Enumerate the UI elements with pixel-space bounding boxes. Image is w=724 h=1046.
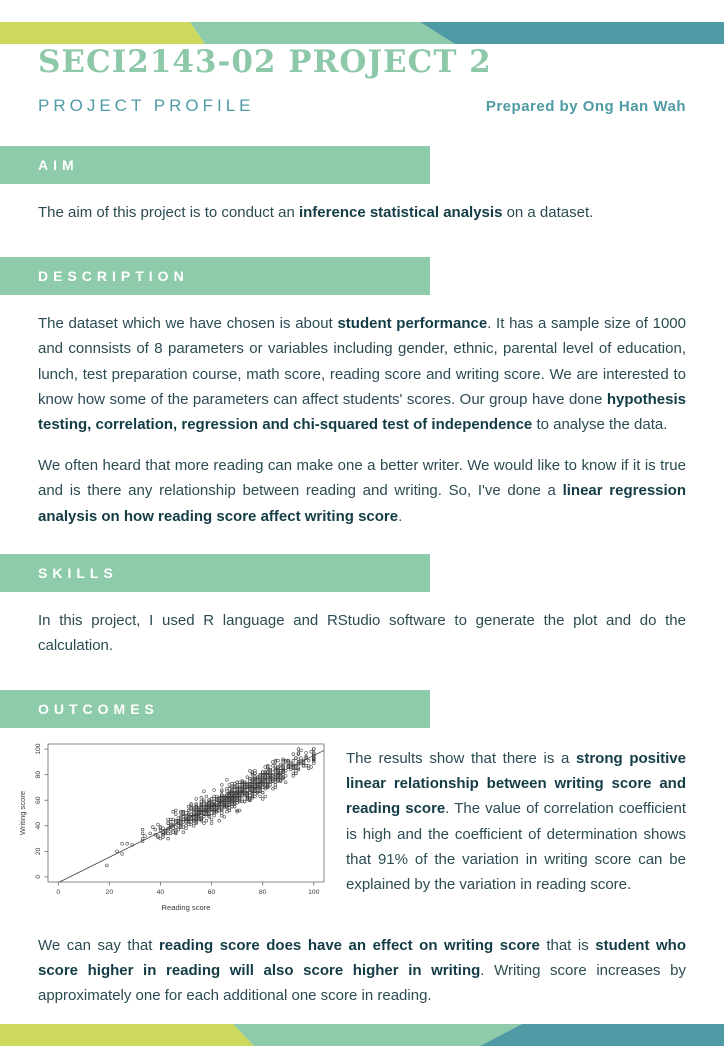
outcomes-closing-paragraph: We can say that reading score does have an effect on writing score that is student who score higher in reading will also score higher in writing. Writing score increases by approximately one for each additional one score in reading. bbox=[38, 937, 686, 1005]
svg-text:0: 0 bbox=[56, 889, 61, 897]
outcomes-paragraph: The results show that there is a strong positive linear relationship between writing score and reading score. The value of correlation coefficient is high and the coefficient of determination shows that 91% of the variation in writing score can be explained by the variation in reading score. bbox=[346, 750, 687, 893]
svg-text:100: 100 bbox=[308, 889, 320, 897]
project-profile-page bbox=[0, 22, 724, 1046]
aim-section-banner bbox=[0, 146, 430, 184]
svg-text:60: 60 bbox=[35, 796, 42, 805]
page-subtitle: PROJECT PROFILE bbox=[38, 96, 255, 115]
page-title: SECI2143-02 PROJECT 2 bbox=[38, 44, 492, 80]
svg-text:60: 60 bbox=[207, 889, 216, 897]
skills-heading: SKILLS bbox=[38, 564, 118, 581]
svg-text:80: 80 bbox=[35, 770, 42, 779]
svg-text:80: 80 bbox=[258, 889, 267, 897]
aim-content bbox=[0, 200, 724, 225]
svg-text:Reading score: Reading score bbox=[161, 903, 211, 913]
outcomes-heading: OUTCOMES bbox=[38, 701, 159, 718]
top-decoration-strip bbox=[0, 22, 724, 44]
svg-text:20: 20 bbox=[105, 889, 114, 897]
svg-text:Writing score: Writing score bbox=[18, 790, 27, 836]
scatter-plot bbox=[12, 736, 334, 927]
svg-text:0: 0 bbox=[35, 875, 42, 879]
scatter-plot-svg bbox=[12, 736, 334, 922]
prepared-by-credit: Prepared by Ong Han Wah bbox=[485, 98, 686, 115]
outcomes-closing-content bbox=[0, 933, 724, 1009]
top-strip-lime-shape bbox=[0, 22, 210, 44]
description-paragraph-1: The dataset which we have chosen is about student performance. It has a sample size of 1000 and connsists of 8 parameters or variables including gender, ethnic, parental level of education, lunch, test preparation course, math score, reading score and writing score. We are interested to know how some of the parameters can affect students' scores. Our group have done hypothesis testing, correlation, regression and chi-squared test of independence to analyse the data. bbox=[38, 315, 686, 433]
skills-paragraph: In this project, I used R language and RStudio software to generate the plot and do the calculation. bbox=[38, 611, 686, 654]
outcomes-section-banner bbox=[0, 690, 430, 728]
description-heading: DESCRIPTION bbox=[38, 268, 189, 285]
svg-text:100: 100 bbox=[35, 743, 42, 755]
svg-text:40: 40 bbox=[156, 889, 165, 897]
outcomes-row bbox=[0, 736, 724, 927]
aim-paragraph: The aim of this project is to conduct an inference statistical analysis on a dataset. bbox=[38, 204, 594, 221]
svg-text:40: 40 bbox=[35, 822, 42, 830]
aim-heading: AIM bbox=[38, 157, 79, 173]
subtitle-row bbox=[38, 96, 686, 116]
bottom-strip-lime-shape bbox=[0, 1024, 260, 1046]
description-paragraph-2: We often heard that more reading can make one a better writer. We would like to know if it is true and is there any relationship between reading and writing. So, I've done a linear regression analysis on how reading score affect writing score. bbox=[38, 457, 687, 525]
description-section-banner bbox=[0, 257, 430, 295]
svg-text:20: 20 bbox=[35, 847, 42, 856]
outcomes-text-column bbox=[334, 736, 710, 897]
skills-section-banner bbox=[0, 554, 430, 592]
skills-content bbox=[0, 608, 724, 658]
description-content bbox=[0, 311, 724, 529]
bottom-decoration-strip bbox=[0, 1024, 724, 1046]
